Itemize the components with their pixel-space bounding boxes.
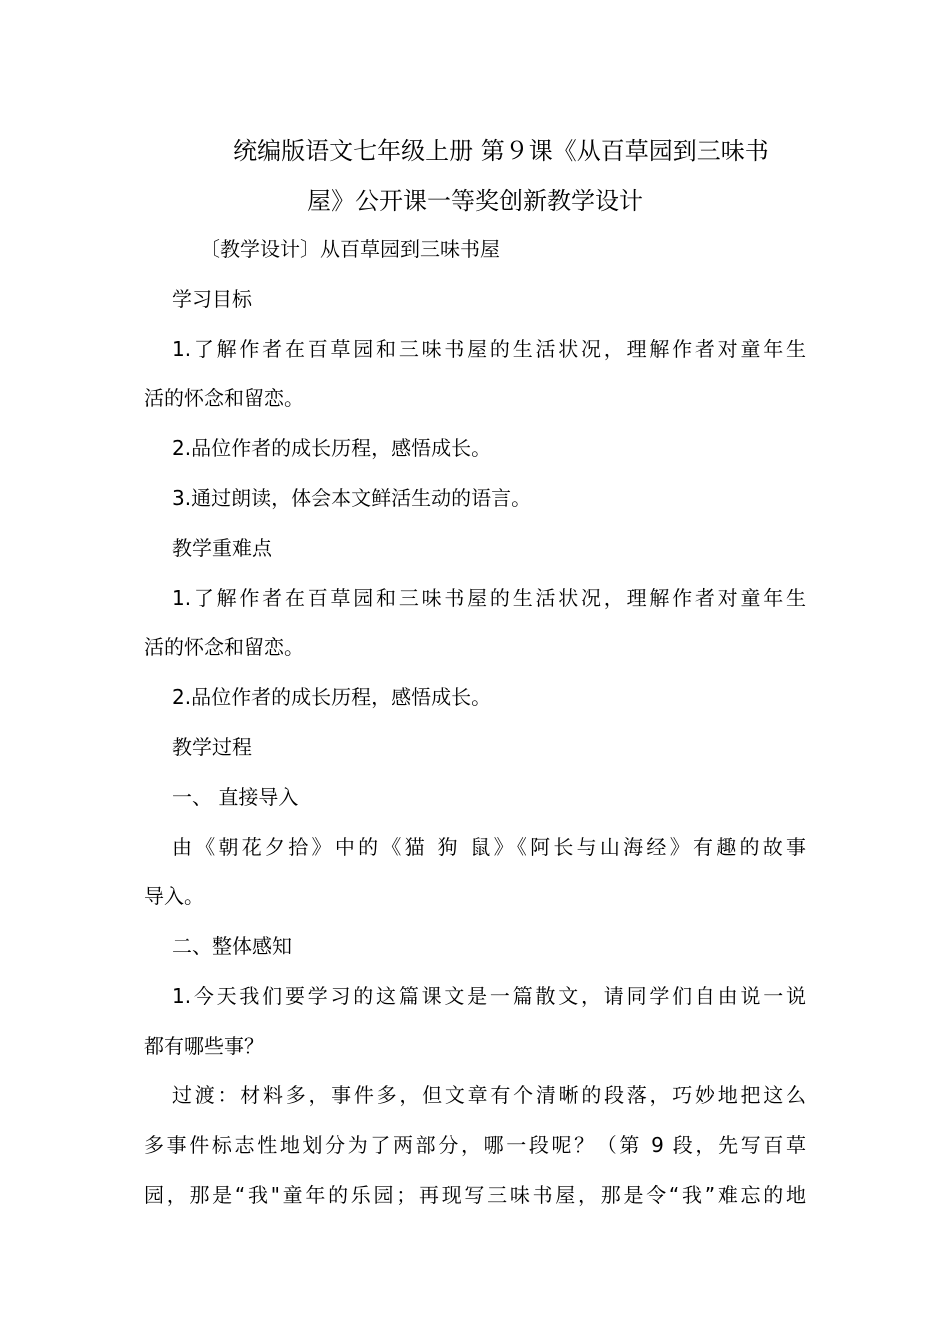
paragraph-line: 活的怀念和留恋。 xyxy=(144,635,304,659)
paragraph-line: 都有哪些事？ xyxy=(144,1034,264,1058)
paragraph-line: 3.通过朗读，体会本文鲜活生动的语言。 xyxy=(172,486,532,510)
document-title-line-2: 屋》公开课一等奖创新教学设计 xyxy=(307,187,643,215)
heading-direct-introduction: 一、 直接导入 xyxy=(172,785,299,809)
heading-learning-objectives: 学习目标 xyxy=(172,287,252,311)
paragraph-line: 2.品位作者的成长历程，感悟成长。 xyxy=(172,685,492,709)
heading-overall-perception: 二、整体感知 xyxy=(172,934,292,958)
paragraph-line: 1.今天我们要学习的这篇课文是一篇散文，请同学们自由说一说 xyxy=(172,984,806,1008)
paragraph-line: 活的怀念和留恋。 xyxy=(144,386,304,410)
paragraph-line: 多事件标志性地划分为了两部分，哪一段呢？（第 9 段，先写百草 xyxy=(144,1133,806,1157)
paragraph-line: 1.了解作者在百草园和三味书屋的生活状况，理解作者对童年生 xyxy=(172,337,806,361)
paragraph-line: 由《朝花夕拾》中的《猫 狗 鼠》《阿长与山海经》有趣的故事 xyxy=(172,835,806,859)
paragraph-line: 1.了解作者在百草园和三味书屋的生活状况，理解作者对童年生 xyxy=(172,586,806,610)
paragraph-line: 过渡：材料多，事件多，但文章有个清晰的段落，巧妙地把这么 xyxy=(172,1083,806,1107)
section-label-teaching-design: 〔教学设计〕从百草园到三味书屋 xyxy=(200,237,500,261)
paragraph-line: 导入。 xyxy=(144,884,204,908)
paragraph-line: 2.品位作者的成长历程，感悟成长。 xyxy=(172,436,492,460)
heading-key-points: 教学重难点 xyxy=(172,536,272,560)
paragraph-line: 园，那是“我"童年的乐园；再现写三味书屋，那是令“我”难忘的地 xyxy=(144,1183,806,1207)
document-title-line-1: 统编版语文七年级上册 第９课《从百草园到三味书 xyxy=(233,137,769,165)
heading-teaching-process: 教学过程 xyxy=(172,735,252,759)
